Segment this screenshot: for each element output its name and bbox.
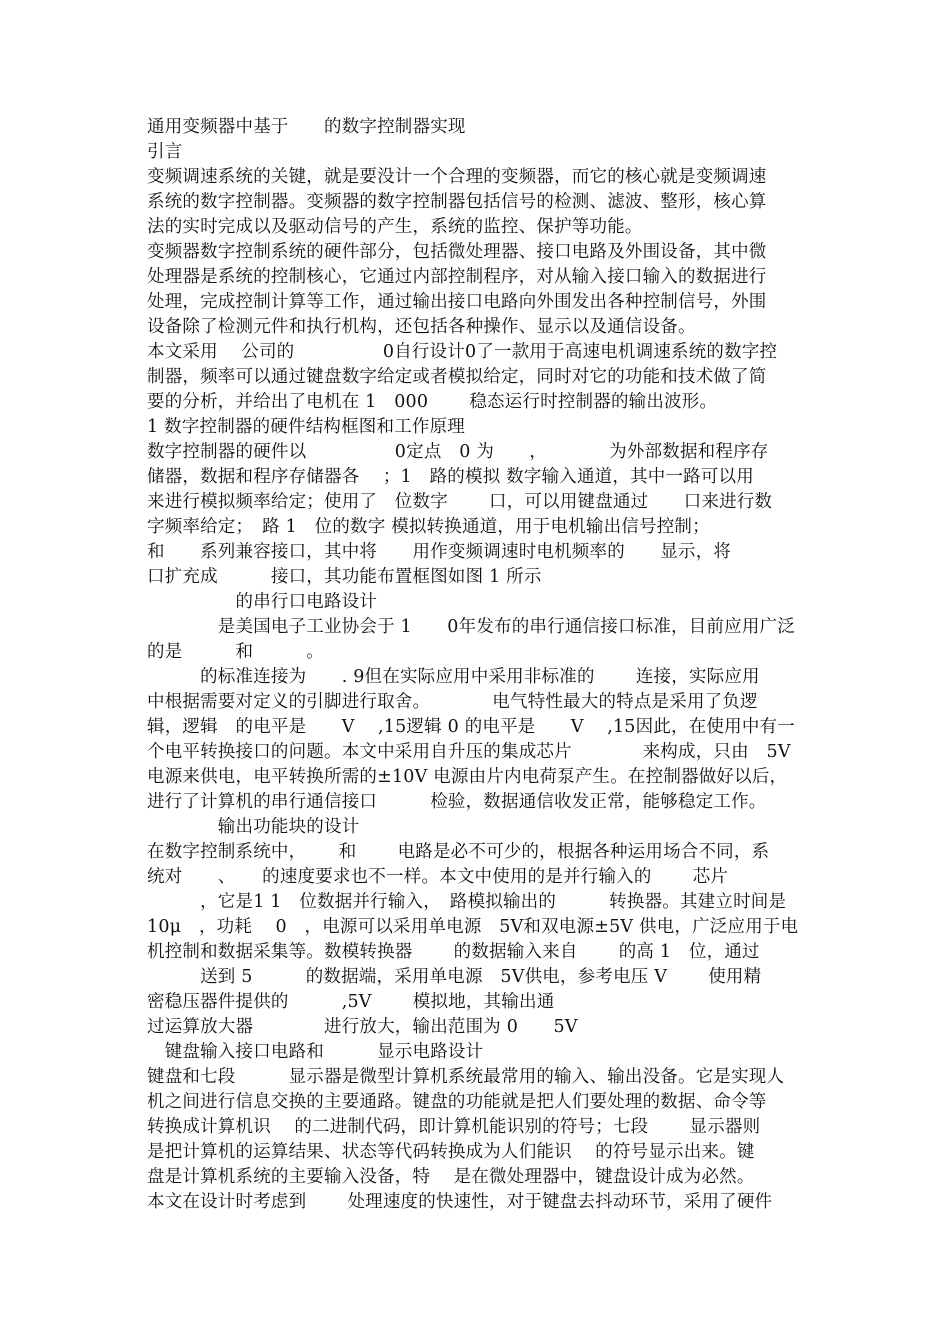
text-line: 个电平转换接口的问题。本文中采用自升压的集成芯片 来构成，只由 5V <box>147 742 791 762</box>
text-line: 处理器是系统的控制核心，它通过内部控制程序，对从输入接口输入的数据进行 <box>147 267 767 287</box>
section-heading-keyboard: 键盘输入接口电路和 显示电路设计 <box>147 1042 484 1062</box>
text-line: 统对 、 的速度要求也不一样。本文中使用的是并行输入的 芯片 <box>147 867 729 887</box>
text-line: 系统的数字控制器。变频器的数字控制器包括信号的检测、滤波、整形，核心算 <box>147 192 767 212</box>
text-line: 要的分析，并给出了电机在 1 000 稳态运行时控制器的输出波形。 <box>147 392 718 412</box>
text-line: 进行了计算机的串行通信接口 检验，数据通信收发正常，能够稳定工作。 <box>147 792 767 812</box>
text-line: 机控制和数据采集等。数模转换器 的数据输入来自 的高 1 位，通过 <box>147 942 760 962</box>
text-line: 法的实时完成以及驱动信号的产生，系统的监控、保护等功能。 <box>147 217 643 237</box>
text-line: 的是 和 。 <box>147 642 324 662</box>
text-line: 处理，完成控制计算等工作，通过输出接口电路向外围发出各种控制信号，外围 <box>147 292 767 312</box>
text-line: 机之间进行信息交换的主要通路。键盘的功能就是把人们要处理的数据、命令等 <box>147 1092 767 1112</box>
text-line: 设备除了检测元件和执行机构，还包括各种操作、显示以及通信设备。 <box>147 317 696 337</box>
text-line: 的标准连接为 . 9但在实际应用中采用非标准的 连接，实际应用 <box>147 667 760 687</box>
section-heading-output: 输出功能块的设计 <box>147 817 360 837</box>
document-title: 通用变频器中基于 的数字控制器实现 <box>147 117 466 137</box>
text-line: 中根据需要对定义的引脚进行取舍。 电气特性最大的特点是采用了负逻 <box>147 692 758 712</box>
text-line: 密稳压器件提供的 ,5V 模拟地，其输出通 <box>147 992 555 1012</box>
text-line: 储器，数据和程序存储器各 ；1 路的模拟 数字输入通道，其中一路可以用 <box>147 467 754 487</box>
text-line: 是把计算机的运算结果、状态等代码转换成为人们能识 的符号显示出来。键 <box>147 1142 755 1162</box>
text-line: 变频器数字控制系统的硬件部分，包括微处理器、接口电路及外围设备，其中微 <box>147 242 767 262</box>
text-line: 本文采用 公司的 0自行设计0了一款用于高速电机调速系统的数字控 <box>147 342 778 362</box>
section-heading-serial: 的串行口电路设计 <box>147 592 378 612</box>
text-line: 本文在设计时考虑到 处理速度的快速性，对于键盘去抖动环节，采用了硬件 <box>147 1192 773 1212</box>
text-line: 在数字控制系统中， 和 电路是必不可少的，根据各种运用场合不同，系 <box>147 842 770 862</box>
text-line: 数字控制器的硬件以 0定点 0 为 ， 为外部数据和程序存 <box>147 442 769 462</box>
text-line: ，它是1 1 位数据并行输入， 路模拟输出的 转换器。其建立时间是 <box>147 892 787 912</box>
section-heading-intro: 引言 <box>147 142 183 162</box>
text-line: 变频调速系统的关键，就是要没计一个合理的变频器，而它的核心就是变频调速 <box>147 167 767 187</box>
text-line: 制器，频率可以通过键盘数字给定或者模拟给定，同时对它的功能和技术做了简 <box>147 367 767 387</box>
text-line: 字频率给定； 路 1 位的数字 模拟转换通道，用于电机输出信号控制； <box>147 517 710 537</box>
text-line: 送到 5 的数据端，采用单电源 5V供电，参考电压 V 使用精 <box>147 967 762 987</box>
text-line: 是美国电子工业协会于 1 0年发布的串行通信接口标准，目前应用广泛 <box>147 617 795 637</box>
text-line: 10μ ，功耗 0 ，电源可以采用单电源 5V和双电源±5V 供电，广泛应用于电 <box>147 917 799 937</box>
text-line: 辑，逻辑 的电平是 V ,15逻辑 0 的电平是 V ,15因此，在使用中有一 <box>147 717 795 737</box>
text-line: 键盘和七段 显示器是微型计算机系统最常用的输入、输出没备。它是实现人 <box>147 1067 785 1087</box>
text-line: 和 系列兼容接口，其中将 用作变频调速时电机频率的 显示，将 <box>147 542 732 562</box>
text-line: 来进行模拟频率给定；使用了 位数字 口，可以用键盘通过 口来进行数 <box>147 492 773 512</box>
text-line: 电源来供电，电平转换所需的±10V 电源由片内电荷泵产生。在控制器做好以后， <box>147 767 788 787</box>
section-heading-hardware: 1 数字控制器的硬件结构框图和工作原理 <box>147 417 465 437</box>
text-line: 盘是计算机系统的主要输入没备，特 是在微处理器中，键盘设计成为必然。 <box>147 1167 755 1187</box>
text-line: 转换成计算机识 的二进制代码，即计算机能识别的符号；七段 显示器则 <box>147 1117 761 1137</box>
text-line: 过运算放大器 进行放大，输出范围为 0 5V <box>147 1017 578 1037</box>
text-line: 口扩充成 接口，其功能布置框图如图 1 所示 <box>147 567 542 587</box>
